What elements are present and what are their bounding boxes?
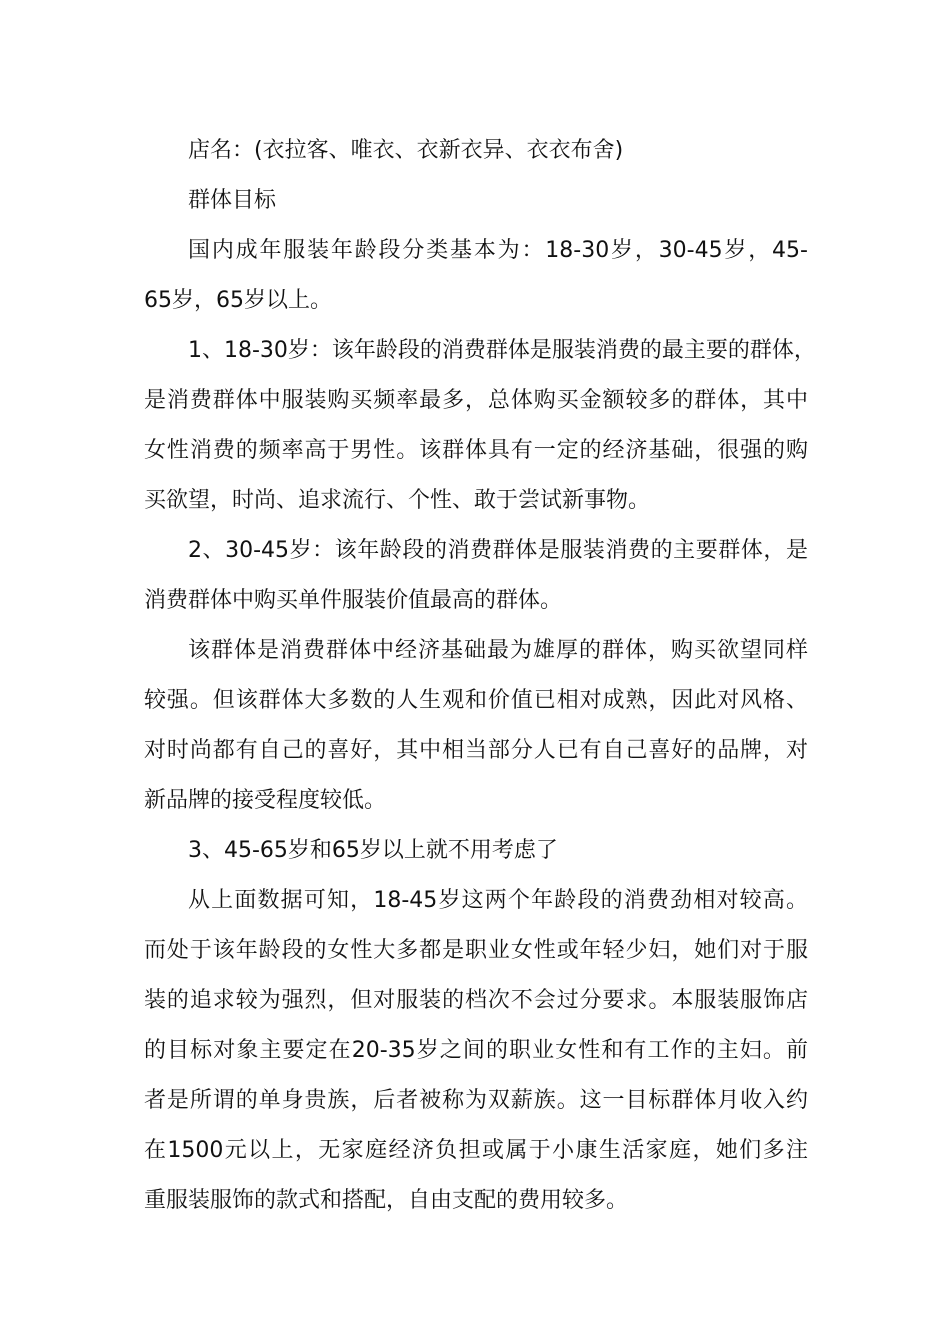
paragraph-line: 在1500元以上，无家庭经济负担或属于小康生活家庭，她们多注 — [144, 1138, 808, 1163]
paragraph-line: 65岁，65岁以上。 — [144, 288, 332, 313]
paragraph-line: 从上面数据可知，18-45岁这两个年龄段的消费劲相对较高。 — [188, 888, 808, 913]
paragraph-line: 国内成年服装年龄段分类基本为：18-30岁，30-45岁，45- — [188, 238, 808, 263]
paragraph-line: 对时尚都有自己的喜好，其中相当部分人已有自己喜好的品牌，对 — [144, 738, 808, 763]
store-names-line: 店名：(衣拉客、唯衣、衣新衣异、衣衣布舍) — [188, 138, 624, 163]
paragraph-line: 重服装服饰的款式和搭配，自由支配的费用较多。 — [144, 1188, 629, 1213]
paragraph-line: 2、30-45岁：该年龄段的消费群体是服装消费的主要群体，是 — [188, 538, 808, 563]
paragraph-line: 3、45-65岁和65岁以上就不用考虑了 — [188, 838, 558, 863]
section-heading: 群体目标 — [188, 188, 277, 213]
paragraph-line: 较强。但该群体大多数的人生观和价值已相对成熟，因此对风格、 — [144, 688, 808, 713]
paragraph-line: 该群体是消费群体中经济基础最为雄厚的群体，购买欲望同样 — [188, 638, 808, 663]
paragraph-line: 1、18-30岁：该年龄段的消费群体是服装消费的最主要的群体， — [188, 338, 816, 363]
paragraph-line: 的目标对象主要定在20-35岁之间的职业女性和有工作的主妇。前 — [144, 1038, 808, 1063]
paragraph-line: 女性消费的频率高于男性。该群体具有一定的经济基础，很强的购 — [144, 438, 808, 463]
document-body — [144, 126, 816, 1226]
paragraph-line: 是消费群体中服装购买频率最多，总体购买金额较多的群体，其中 — [144, 388, 808, 413]
paragraph-line: 而处于该年龄段的女性大多都是职业女性或年轻少妇，她们对于服 — [144, 938, 808, 963]
paragraph-line: 装的追求较为强烈，但对服装的档次不会过分要求。本服装服饰店 — [144, 988, 808, 1013]
paragraph-line: 新品牌的接受程度较低。 — [144, 788, 387, 813]
paragraph-line: 者是所谓的单身贵族，后者被称为双薪族。这一目标群体月收入约 — [144, 1088, 808, 1113]
paragraph-line: 买欲望，时尚、追求流行、个性、敢于尝试新事物。 — [144, 488, 651, 513]
paragraph-line: 消费群体中购买单件服装价值最高的群体。 — [144, 588, 563, 613]
